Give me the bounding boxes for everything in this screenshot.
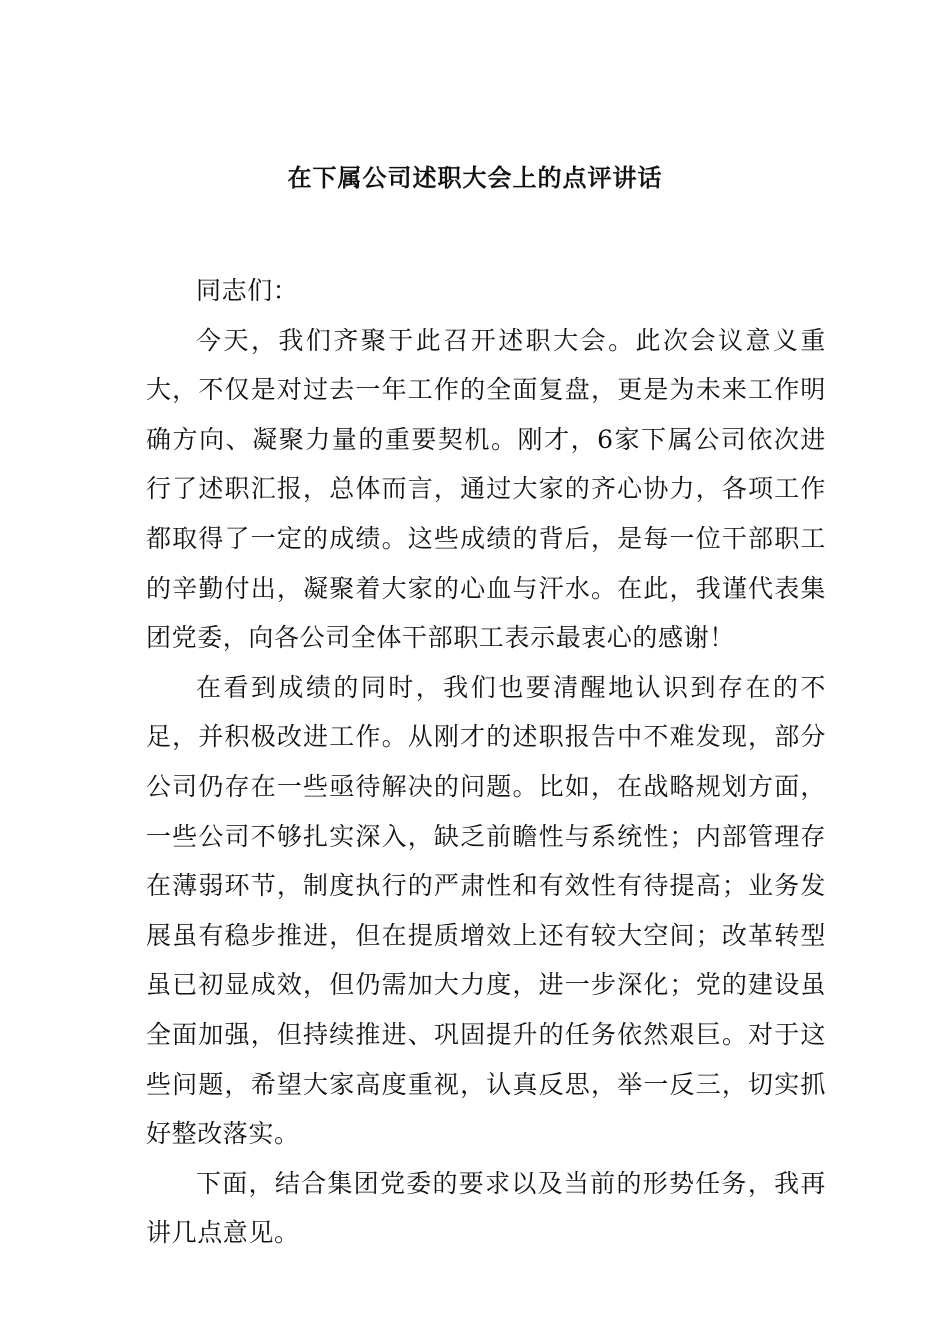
paragraph-opening: 今天，我们齐聚于此召开述职大会。此次会议意义重大，不仅是对过去一年工作的全面复盘，更是为未来工作明确方向、凝聚力量的重要契机。刚才，6家下属公司依次进行了述职汇报，总体而言，通过大家的齐心协力，各项工作都取得了一定的成绩。这些成绩的背后，是每一位干部职工的辛勤付出，凝聚着大家的心血与汗水。在此，我谨代表集团党委，向各公司全体干部职工表示最衷心的感谢！ — [146, 325, 826, 653]
document-title: 在下属公司述职大会上的点评讲话 — [287, 163, 663, 192]
paragraph-problems: 在看到成绩的同时，我们也要清醒地认识到存在的不足，并积极改进工作。从刚才的述职报告中不难发现，部分公司仍存在一些亟待解决的问题。比如，在战略规划方面，一些公司不够扎实深入，缺乏前瞻性与系统性；内部管理存在薄弱环节，制度执行的严肃性和有效性有待提高；业务发展虽有稳步推进，但在提质增效上还有较大空间；改革转型虽已初显成效，但仍需加大力度，进一步深化；党的建设虽全面加强，但持续推进、巩固提升的任务依然艰巨。对于这些问题，希望大家高度重视，认真反思，举一反三，切实抓好整改落实。 — [146, 672, 826, 1149]
paragraph-transition: 下面，结合集团党委的要求以及当前的形势任务，我再讲几点意见。 — [146, 1168, 826, 1248]
document-body — [146, 266, 826, 1258]
salutation: 同志们： — [196, 276, 299, 305]
